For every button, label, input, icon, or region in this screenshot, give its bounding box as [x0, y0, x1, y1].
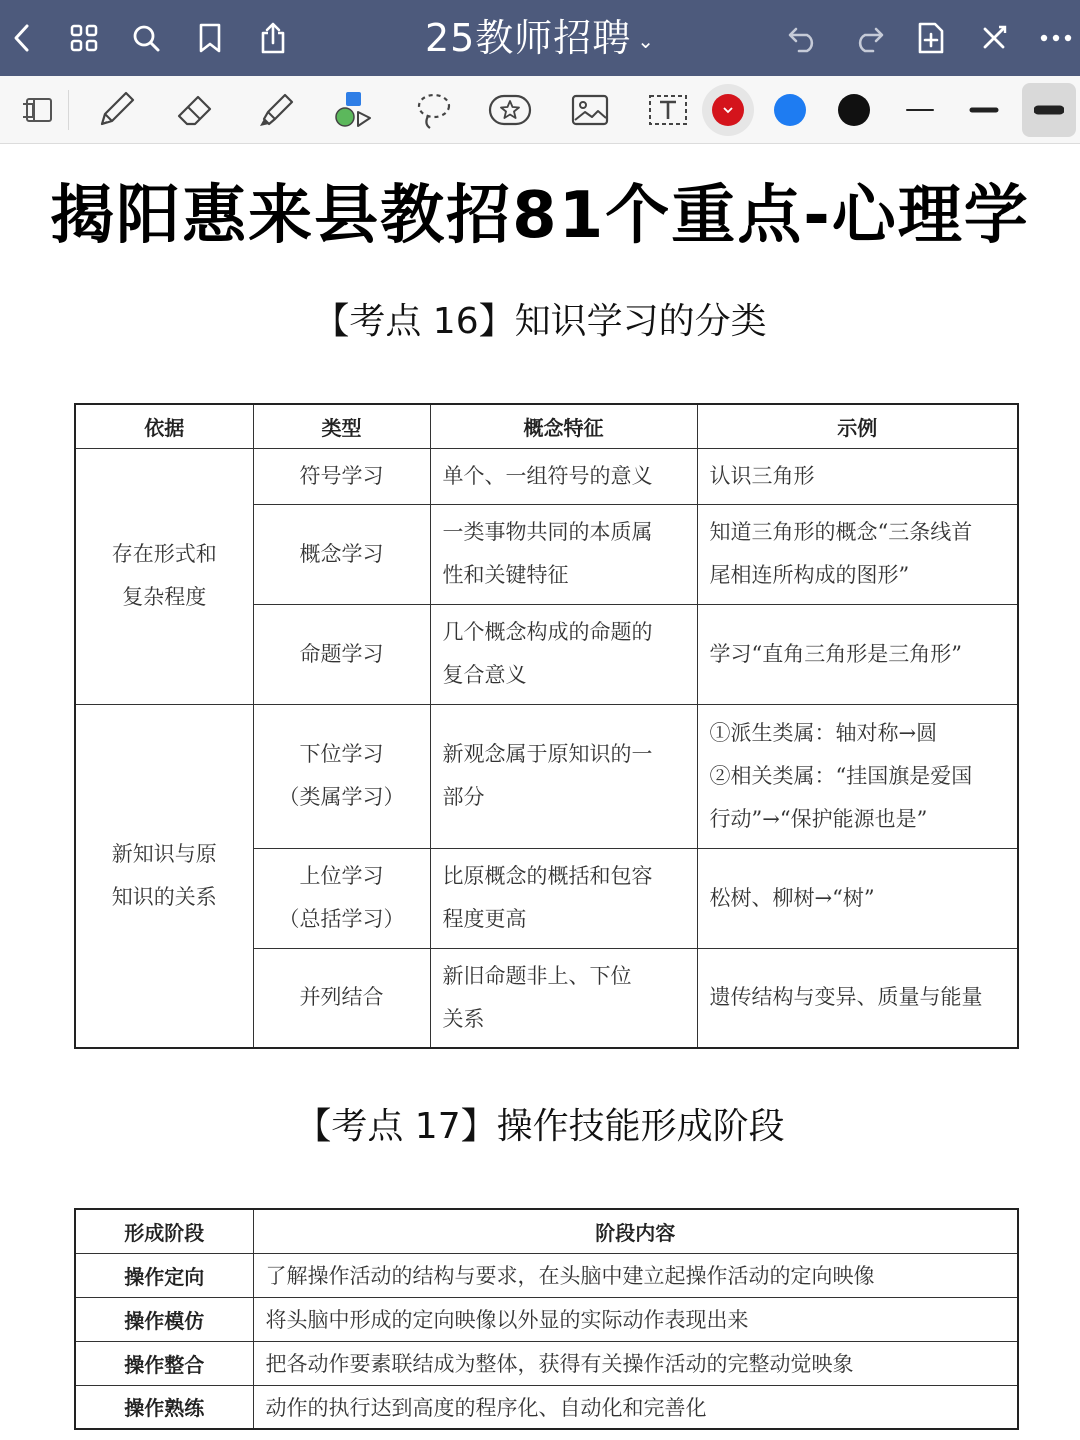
lasso-icon[interactable] — [410, 86, 458, 134]
header-cell: 形成阶段 — [75, 1209, 253, 1253]
table-header-row — [75, 404, 1018, 448]
skill-stage-table — [74, 1208, 1019, 1430]
more-icon[interactable] — [1036, 18, 1076, 58]
table-row — [75, 448, 1018, 504]
section17-heading: 【考点 17】操作技能形成阶段 — [295, 1106, 785, 1147]
type-cell: 符号学习 — [253, 448, 430, 504]
stage-cell: 操作熟练 — [75, 1385, 253, 1429]
type-cell: 并列结合 — [253, 948, 430, 1048]
selected-color-indicator — [712, 94, 744, 126]
content-cell: 把各动作要素联结成为整体，获得有关操作活动的完整动觉映象 — [253, 1341, 1018, 1385]
content-cell: 动作的执行达到高度的程序化、自动化和完善化 — [253, 1385, 1018, 1429]
highlighter-icon[interactable] — [252, 86, 300, 134]
sticker-icon[interactable] — [486, 86, 534, 134]
toolbar-divider — [68, 90, 69, 130]
chevron-down-icon — [722, 106, 734, 114]
chevron-down-icon: ⌄ — [637, 28, 656, 53]
feature-cell: 新旧命题非上、下位 关系 — [430, 948, 697, 1048]
example-cell: 知道三角形的概念“三条线首 尾相连所构成的图形” — [697, 504, 1018, 604]
page-layout-icon[interactable] — [14, 86, 62, 134]
table-header-row — [75, 1209, 1018, 1253]
knowledge-classification-table — [74, 403, 1019, 1049]
feature-cell: 一类事物共同的本质属 性和关键特征 — [430, 504, 697, 604]
header-cell: 概念特征 — [430, 404, 697, 448]
example-cell: 认识三角形 — [697, 448, 1018, 504]
text-box-icon[interactable] — [644, 86, 692, 134]
feature-cell: 几个概念构成的命题的 复合意义 — [430, 604, 697, 704]
redo-icon[interactable] — [848, 18, 888, 58]
stage-cell: 操作整合 — [75, 1341, 253, 1385]
content-cell: 将头脑中形成的定向映像以外显的实际动作表现出来 — [253, 1297, 1018, 1341]
color-red-swatch[interactable] — [702, 84, 754, 136]
type-cell: 上位学习 （总括学习） — [253, 848, 430, 948]
header-cell: 类型 — [253, 404, 430, 448]
content-cell: 了解操作活动的结构与要求，在头脑中建立起操作活动的定向映像 — [253, 1253, 1018, 1297]
pen-icon[interactable] — [92, 86, 140, 134]
header-cell: 阶段内容 — [253, 1209, 1018, 1253]
example-cell: 遗传结构与变异、质量与能量 — [697, 948, 1018, 1048]
eraser-icon[interactable] — [172, 86, 220, 134]
black-color-dot — [838, 94, 870, 126]
example-cell: 松树、柳树→“树” — [697, 848, 1018, 948]
table-row — [75, 1385, 1018, 1429]
annotation-toolbar — [0, 76, 1080, 144]
type-cell: 下位学习 （类属学习） — [253, 704, 430, 848]
feature-cell: 单个、一组符号的意义 — [430, 448, 697, 504]
stage-cell: 操作定向 — [75, 1253, 253, 1297]
table-row — [75, 1341, 1018, 1385]
undo-icon[interactable] — [784, 18, 824, 58]
top-nav-bar — [0, 0, 1080, 76]
section16-heading: 【考点 16】知识学习的分类 — [313, 301, 767, 342]
add-page-icon[interactable] — [911, 18, 951, 58]
table-row — [75, 704, 1018, 848]
stroke-thin-button[interactable] — [896, 86, 944, 134]
basis-cell: 新知识与原 知识的关系 — [75, 704, 253, 1048]
header-cell: 示例 — [697, 404, 1018, 448]
stage-cell: 操作模仿 — [75, 1297, 253, 1341]
example-cell: 学习“直角三角形是三角形” — [697, 604, 1018, 704]
header-cell: 依据 — [75, 404, 253, 448]
shapes-icon[interactable] — [330, 86, 378, 134]
color-black-swatch[interactable] — [830, 86, 878, 134]
stroke-thick-button[interactable] — [1022, 83, 1076, 137]
close-tools-icon[interactable] — [974, 18, 1014, 58]
color-blue-swatch[interactable] — [766, 86, 814, 134]
table-row — [75, 1297, 1018, 1341]
document-heading: 揭阳惠来县教招81个重点-心理学 — [50, 179, 1030, 253]
table-row — [75, 1253, 1018, 1297]
type-cell: 概念学习 — [253, 504, 430, 604]
stroke-medium-button[interactable] — [960, 86, 1008, 134]
document-name: 25教师招聘 — [424, 16, 632, 60]
feature-cell: 比原概念的概括和包容 程度更高 — [430, 848, 697, 948]
example-cell: ①派生类属：轴对称→圆 ②相关类属：“挂国旗是爱国 行动”→“保护能源也是” — [697, 704, 1018, 848]
basis-cell: 存在形式和 复杂程度 — [75, 448, 253, 704]
image-icon[interactable] — [566, 86, 614, 134]
type-cell: 命题学习 — [253, 604, 430, 704]
blue-color-dot — [774, 94, 806, 126]
feature-cell: 新观念属于原知识的一 部分 — [430, 704, 697, 848]
